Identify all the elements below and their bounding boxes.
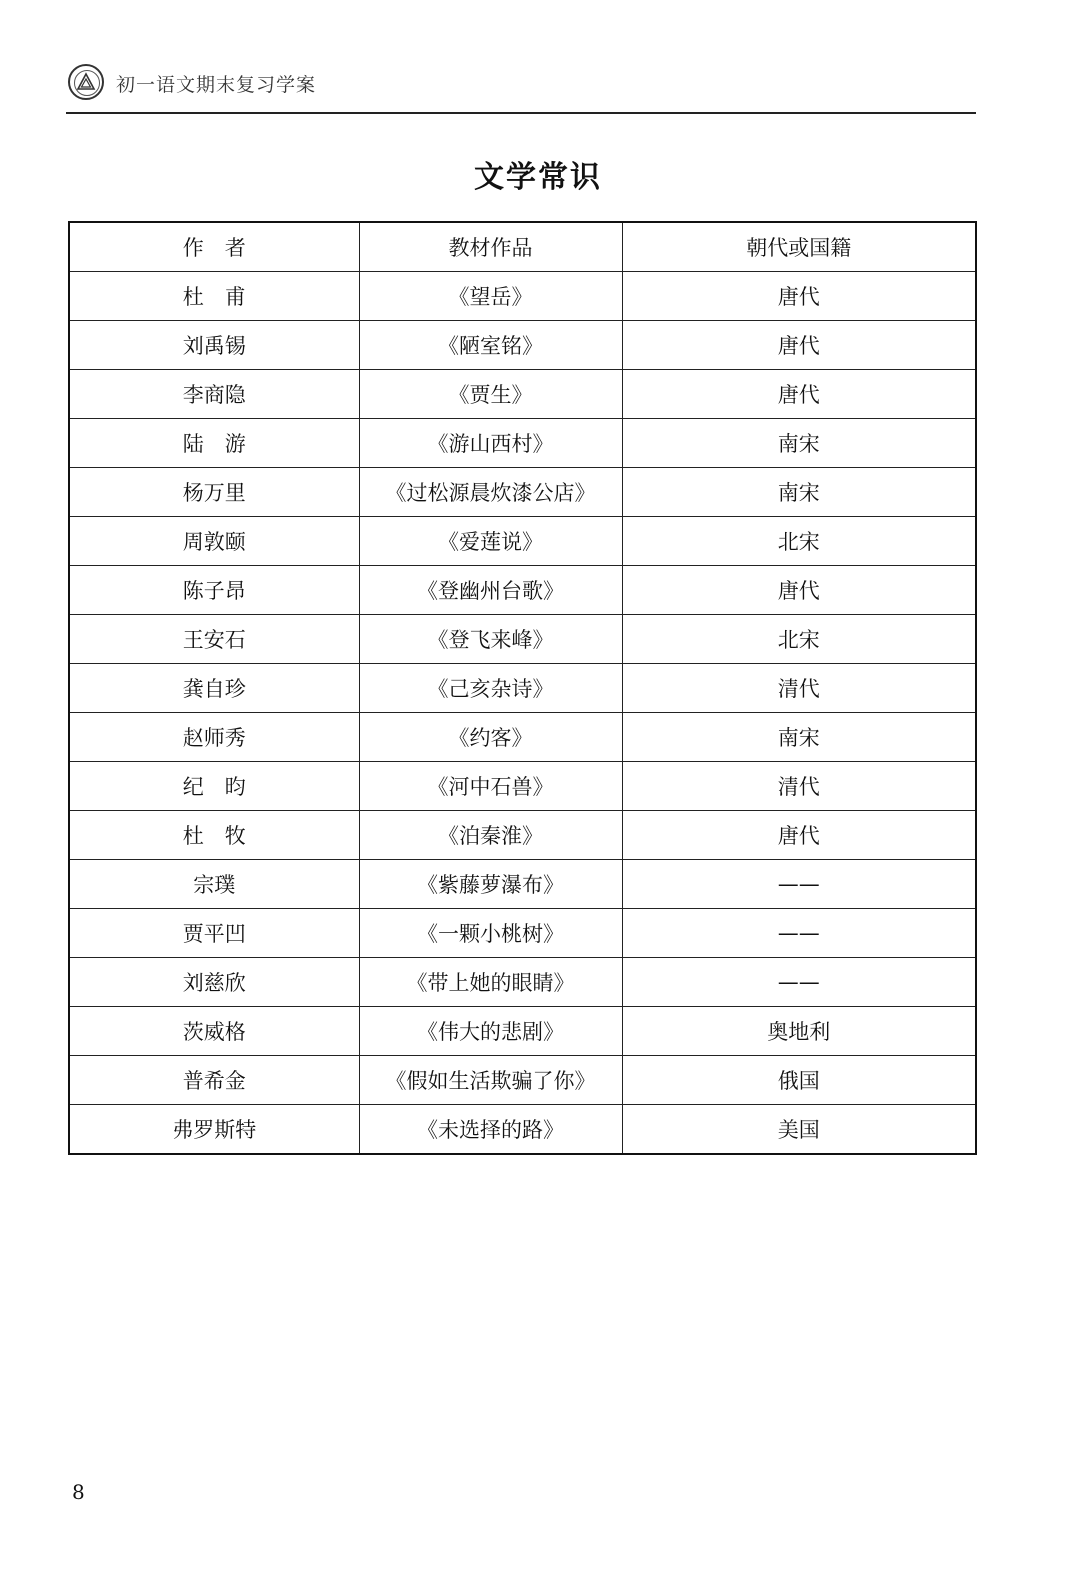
work-cell: 《河中石兽》	[359, 762, 622, 811]
author-cell: 弗罗斯特	[69, 1105, 359, 1155]
work-cell: 《过松源晨炊漆公店》	[359, 468, 622, 517]
work-cell: 《假如生活欺骗了你》	[359, 1056, 622, 1105]
page-number: 8	[72, 1480, 85, 1504]
author-cell: 纪 昀	[69, 762, 359, 811]
dynasty-cell: 唐代	[622, 370, 976, 419]
dynasty-cell: 北宋	[622, 615, 976, 664]
work-cell: 《泊秦淮》	[359, 811, 622, 860]
dynasty-cell: ——	[622, 958, 976, 1007]
work-cell: 《爱莲说》	[359, 517, 622, 566]
author-cell: 杜 甫	[69, 272, 359, 321]
work-cell: 《贾生》	[359, 370, 622, 419]
author-cell: 杨万里	[69, 468, 359, 517]
work-cell: 《己亥杂诗》	[359, 664, 622, 713]
work-cell: 《紫藤萝瀑布》	[359, 860, 622, 909]
table-row	[69, 517, 976, 566]
author-cell: 龚自珍	[69, 664, 359, 713]
column-header-dynasty: 朝代或国籍	[622, 222, 976, 272]
table-row	[69, 566, 976, 615]
author-cell: 陆 游	[69, 419, 359, 468]
table-row	[69, 615, 976, 664]
work-cell: 《望岳》	[359, 272, 622, 321]
work-cell: 《登飞来峰》	[359, 615, 622, 664]
school-emblem-icon	[68, 64, 104, 100]
author-cell: 杜 牧	[69, 811, 359, 860]
table-row	[69, 1007, 976, 1056]
table-row	[69, 958, 976, 1007]
work-cell: 《未选择的路》	[359, 1105, 622, 1155]
table-row	[69, 762, 976, 811]
column-header-work: 教材作品	[359, 222, 622, 272]
dynasty-cell: 南宋	[622, 468, 976, 517]
author-cell: 茨威格	[69, 1007, 359, 1056]
dynasty-cell: 唐代	[622, 811, 976, 860]
table-row	[69, 713, 976, 762]
dynasty-cell: 南宋	[622, 419, 976, 468]
work-cell: 《带上她的眼睛》	[359, 958, 622, 1007]
dynasty-cell: 南宋	[622, 713, 976, 762]
dynasty-cell: 美国	[622, 1105, 976, 1155]
table-body	[69, 272, 976, 1155]
dynasty-cell: ——	[622, 860, 976, 909]
header-title: 初一语文期末复习学案	[116, 74, 317, 96]
author-cell: 宗璞	[69, 860, 359, 909]
dynasty-cell: 唐代	[622, 321, 976, 370]
table-row	[69, 1105, 976, 1155]
work-cell: 《一颗小桃树》	[359, 909, 622, 958]
table-row	[69, 860, 976, 909]
table-row	[69, 370, 976, 419]
literature-table	[68, 221, 977, 1155]
dynasty-cell: 奥地利	[622, 1007, 976, 1056]
work-cell: 《游山西村》	[359, 419, 622, 468]
dynasty-cell: 北宋	[622, 517, 976, 566]
table-row	[69, 468, 976, 517]
table-header-row	[69, 222, 976, 272]
dynasty-cell: 清代	[622, 664, 976, 713]
dynasty-cell: 唐代	[622, 566, 976, 615]
author-cell: 刘禹锡	[69, 321, 359, 370]
dynasty-cell: 俄国	[622, 1056, 976, 1105]
dynasty-cell: 唐代	[622, 272, 976, 321]
table-row	[69, 664, 976, 713]
author-cell: 贾平凹	[69, 909, 359, 958]
work-cell: 《登幽州台歌》	[359, 566, 622, 615]
work-cell: 《陋室铭》	[359, 321, 622, 370]
page-header	[66, 60, 976, 114]
author-cell: 周敦颐	[69, 517, 359, 566]
page-title: 文学常识	[474, 160, 602, 195]
author-cell: 普希金	[69, 1056, 359, 1105]
author-cell: 李商隐	[69, 370, 359, 419]
work-cell: 《约客》	[359, 713, 622, 762]
table-row	[69, 1056, 976, 1105]
author-cell: 陈子昂	[69, 566, 359, 615]
table-row	[69, 272, 976, 321]
table-row	[69, 321, 976, 370]
author-cell: 赵师秀	[69, 713, 359, 762]
table-row	[69, 811, 976, 860]
dynasty-cell: 清代	[622, 762, 976, 811]
column-header-author: 作 者	[69, 222, 359, 272]
author-cell: 王安石	[69, 615, 359, 664]
work-cell: 《伟大的悲剧》	[359, 1007, 622, 1056]
table-row	[69, 909, 976, 958]
author-cell: 刘慈欣	[69, 958, 359, 1007]
dynasty-cell: ——	[622, 909, 976, 958]
table-row	[69, 419, 976, 468]
